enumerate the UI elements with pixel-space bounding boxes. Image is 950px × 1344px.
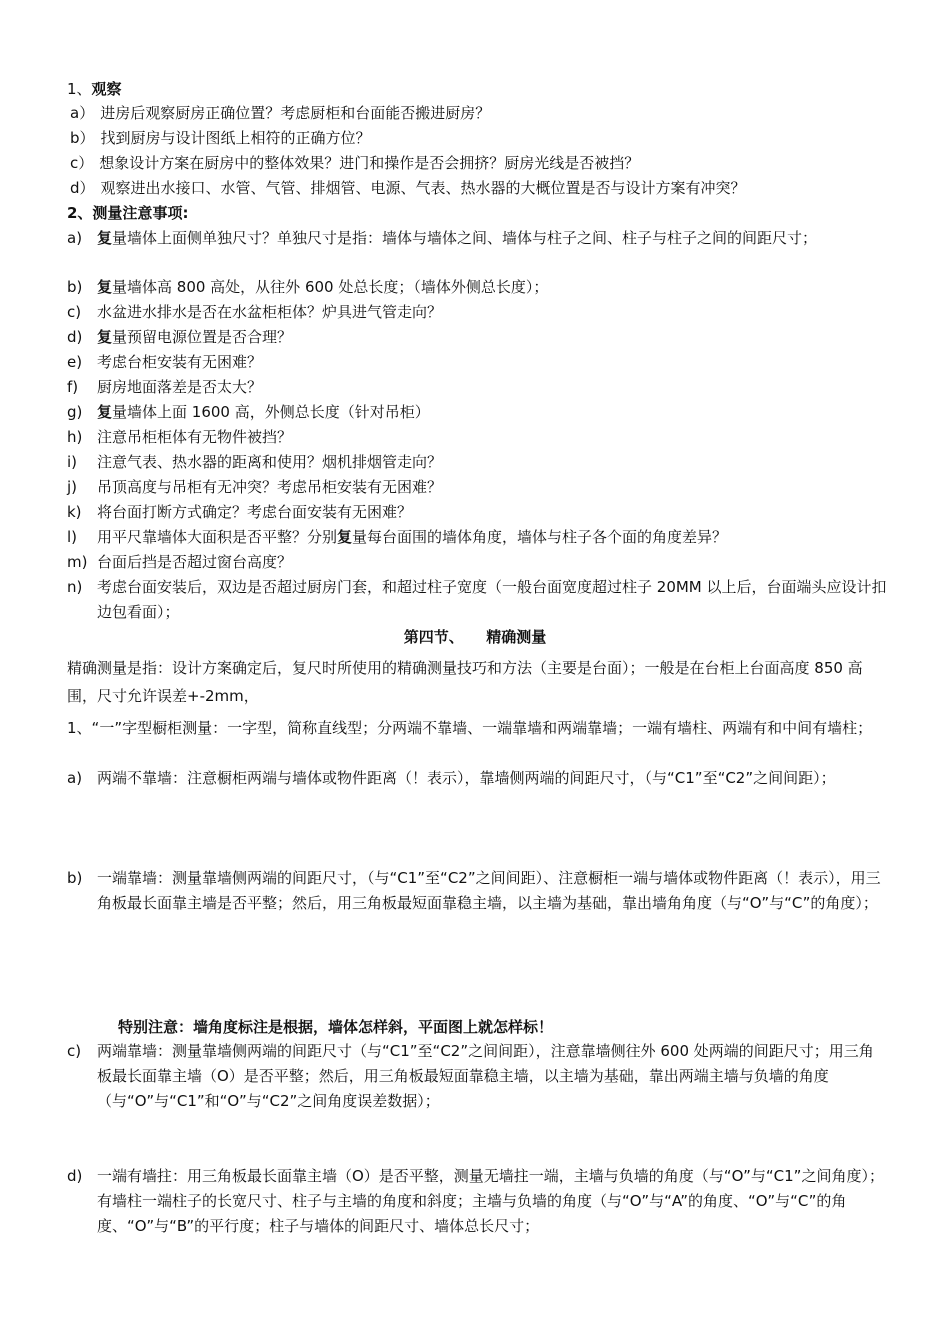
- item-label: a）: [70, 104, 95, 122]
- section1-title: 观察: [91, 80, 122, 98]
- item-text-continued: 量每台面围的墙体角度，墙体与柱子各个面的角度差异？: [352, 528, 728, 546]
- section2-item-c: [67, 300, 887, 325]
- item-text: 量墙体上面侧单独尺寸？单独尺寸是指：墙体与墙体之间、墙体与柱子之间、柱子与柱子之间的间距尺寸；: [112, 229, 818, 247]
- item-label: h): [67, 428, 83, 446]
- section2-item-m: [67, 550, 887, 575]
- section2-item-i: [67, 450, 887, 475]
- item-label: c): [67, 303, 82, 321]
- section2-item-j: [67, 475, 887, 500]
- item-label: e): [67, 353, 83, 371]
- item-bold: 复: [97, 229, 113, 247]
- section1-item-c: [70, 154, 639, 172]
- section2-item-h: [67, 425, 887, 450]
- item-bold: 复: [97, 278, 113, 296]
- item-label: d）: [70, 179, 95, 197]
- item-label: a): [67, 229, 83, 247]
- item-label: b): [67, 869, 83, 887]
- section2-item-n: [67, 575, 887, 625]
- item-bold: 复: [337, 528, 353, 546]
- item-text: 找到厨房与设计图纸上相符的正确方位？: [100, 129, 371, 147]
- item-label: f): [67, 378, 79, 396]
- item-label: c）: [70, 154, 94, 172]
- item-bold: 复: [97, 328, 113, 346]
- section1-number: 1、: [67, 80, 92, 98]
- item-text: 一端有墙拄：用三角板最长面靠主墙（O）是否平整，测量无墙拄一端，主墙与负墙的角度（与“O”与“C1”之间角度）；有墙柱一端柱子的长宽尺寸、柱子与主墙的角度和斜度；主墙与负墙的角度（与“O”与“A”的角度、“O”与“C”的角度、“O”与“B”的平行度；柱子与墙体的间距尺寸、墙体总长尺寸；: [97, 1167, 884, 1235]
- item-text: 观察进出水接口、水管、气管、排烟管、电源、气表、热水器的大概位置是否与设计方案有冲突？: [100, 179, 746, 197]
- item-label: g): [67, 403, 83, 421]
- item-text: 注意气表、热水器的距离和使用？烟机排烟管走向？: [97, 453, 443, 471]
- item-text: 将台面打断方式确定？考虑台面安装有无困难？: [97, 503, 413, 521]
- item-text: 一端靠墙：测量靠墙侧两端的间距尺寸，（与“C1”至“C2”之间间距）、注意橱柜一端与墙体或物件距离（！表示），用三角板最长面靠主墙是否平整；然后，用三角板最短面靠稳主墙，以主墙为基础，靠出墙角角度（与“O”与“C”的角度）；: [97, 869, 881, 912]
- section4-item-a: [67, 766, 887, 791]
- item-text: 注意吊柜柜体有无物件被挡？: [97, 428, 293, 446]
- item-label: c): [67, 1042, 82, 1060]
- section2-item-b: [67, 275, 887, 300]
- item-bold: 复: [97, 403, 113, 421]
- item-label: b): [67, 278, 83, 296]
- item-text: 量墙体高 800 高处，从往外 600 处总长度；（墙体外侧总长度）；: [112, 278, 549, 296]
- section2-item-l: [67, 525, 887, 550]
- item-label: k): [67, 503, 82, 521]
- item-label: m): [67, 553, 88, 571]
- section2-item-e: [67, 350, 887, 375]
- section1-heading: [67, 80, 122, 98]
- item-text: 吊顶高度与吊柜有无冲突？考虑吊柜安装有无困难？: [97, 478, 443, 496]
- section1-item-b: [70, 129, 371, 147]
- item-label: d): [67, 328, 83, 346]
- section2-item-g: [67, 400, 887, 425]
- item-text: 水盆进水排水是否在水盆柜柜体？炉具进气管走向？: [97, 303, 443, 321]
- item-label: l): [67, 528, 78, 546]
- item-label: d): [67, 1167, 83, 1185]
- item-text: 用平尺靠墙体大面积是否平整？分别: [97, 528, 338, 546]
- item-text: 考虑台面安装后，双边是否超过厨房门套，和超过柱子宽度（一般台面宽度超过柱子 20MM 以上后，台面端头应设计扣边包看面）；: [97, 578, 887, 621]
- special-note: 特别注意：墙角度标注是根据，墙体怎样斜，平面图上就怎样标！: [118, 1018, 554, 1036]
- section2-item-k: [67, 500, 887, 525]
- section4-subheading-1: 1、“一”字型橱柜测量：一字型，简称直线型；分两端不靠墙、一端靠墙和两端靠墙；一端有墙柱、两端有和中间有墙柱；: [67, 719, 873, 737]
- section1-item-d: [70, 179, 746, 197]
- item-text: 厨房地面落差是否太大？: [97, 378, 263, 396]
- section4-title: 第四节、 精确测量: [403, 628, 547, 646]
- item-text: 想象设计方案在厨房中的整体效果？进门和操作是否会拥挤？厨房光线是否被挡？: [99, 154, 640, 172]
- item-label: a): [67, 769, 83, 787]
- section2-title: 2、测量注意事项:: [67, 204, 189, 222]
- item-text: 量墙体上面 1600 高，外侧总长度（针对吊柜）: [112, 403, 430, 421]
- item-text: 进房后观察厨房正确位置？考虑厨柜和台面能否搬进厨房？: [100, 104, 491, 122]
- item-text: 台面后挡是否超过窗台高度？: [97, 553, 293, 571]
- section1-item-a: [70, 104, 490, 122]
- item-label: b）: [70, 129, 95, 147]
- section2-item-a: [67, 226, 887, 251]
- item-label: j): [67, 478, 78, 496]
- item-label: i): [67, 453, 78, 471]
- item-text: 考虑台柜安装有无困难？: [97, 353, 263, 371]
- item-text: 两端靠墙：测量靠墙侧两端的间距尺寸（与“C1”至“C2”之间间距），注意靠墙侧往外 600 处两端的间距尺寸；用三角板最长面靠主墙（O）是否平整；然后，用三角板最短面靠稳主墙，以主墙为基础，靠出两端主墙与负墙的角度（与“O”与“C1”和“O”与“C2”之间角度误差数据）；: [97, 1042, 874, 1110]
- section4-item-c: [67, 1039, 887, 1114]
- item-text: 两端不靠墙：注意橱柜两端与墙体或物件距离（！表示），靠墙侧两端的间距尺寸，（与“C1”至“C2”之间间距）；: [97, 769, 836, 787]
- section4-intro: 精确测量是指：设计方案确定后，复尺时所使用的精确测量技巧和方法（主要是台面）；一般是在台柜上台面高度 850 高围，尺寸允许误差+-2mm，: [67, 659, 863, 705]
- section2-item-d: [67, 325, 887, 350]
- section2-item-f: [67, 375, 887, 400]
- section4-item-b: [67, 866, 887, 916]
- section4-item-d: [67, 1164, 887, 1239]
- item-text: 量预留电源位置是否合理？: [112, 328, 293, 346]
- item-label: n): [67, 578, 83, 596]
